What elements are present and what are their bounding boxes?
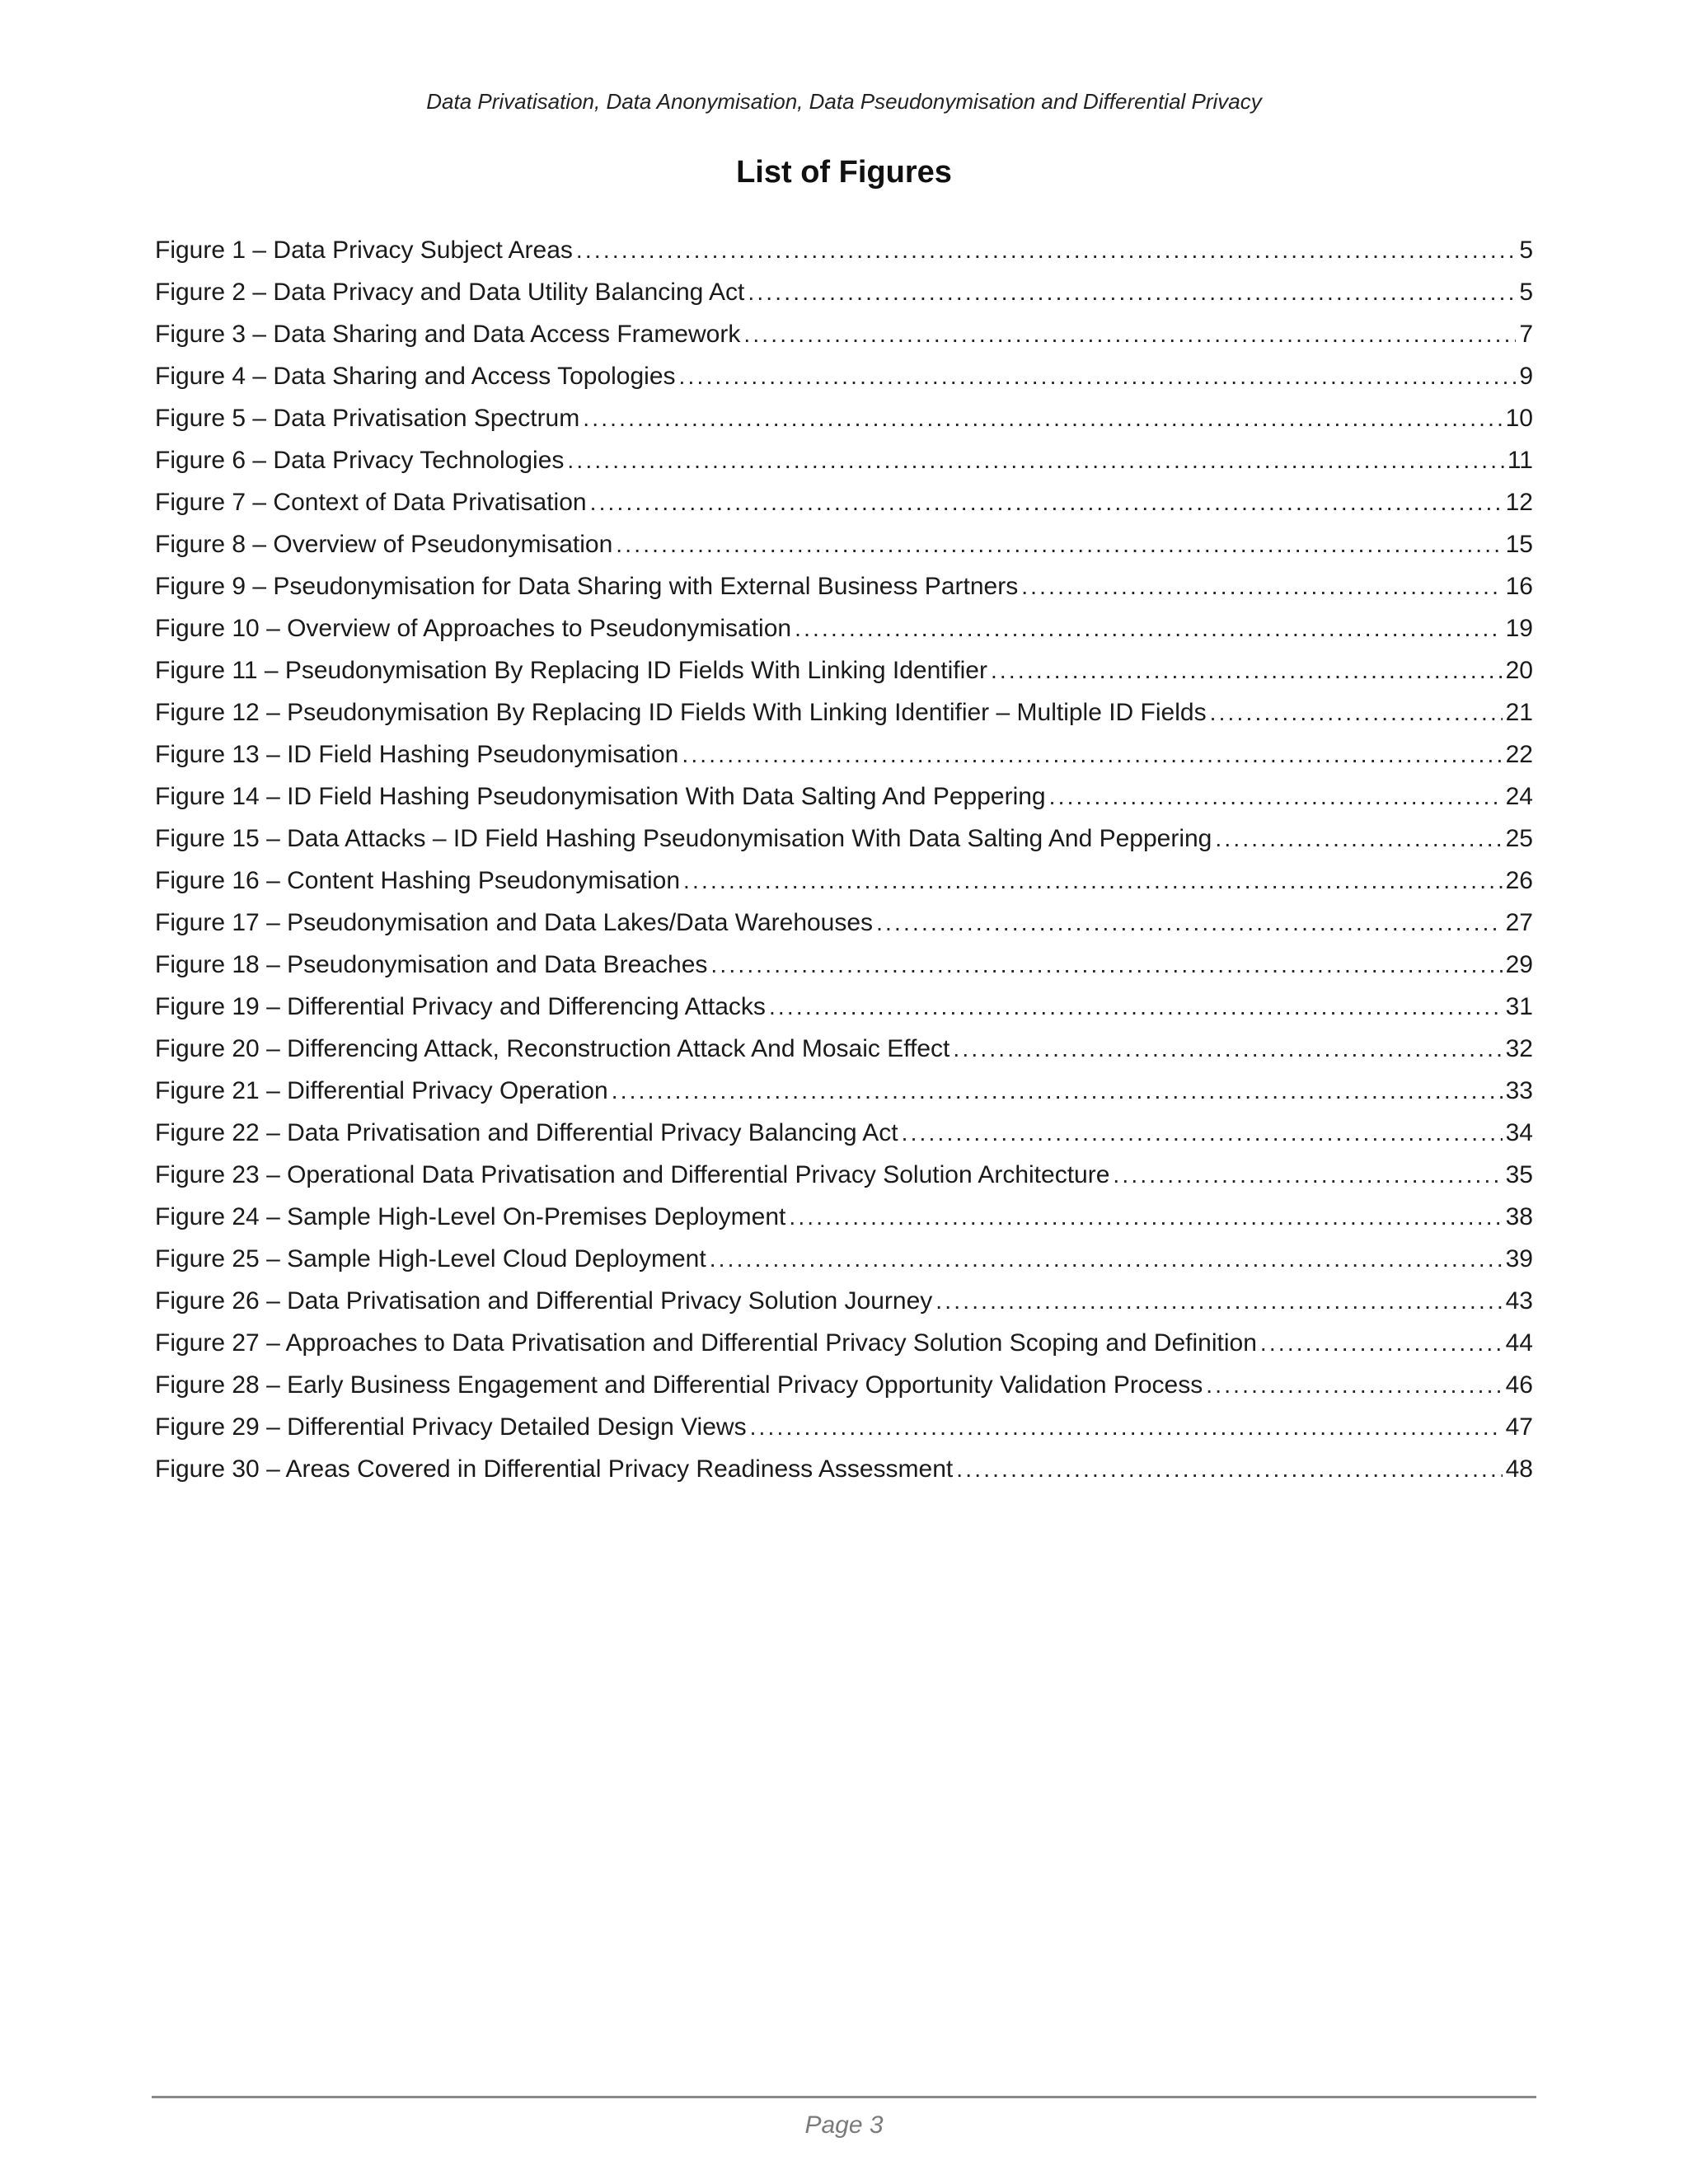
toc-entry-label: Figure 18 – Pseudonymisation and Data Breaches	[155, 951, 708, 978]
toc-entry-label: Figure 30 – Areas Covered in Differential Privacy Readiness Assessment	[155, 1455, 954, 1483]
toc-entry-label: Figure 22 – Data Privatisation and Differential Privacy Balancing Act	[155, 1119, 898, 1146]
toc-entry-page: 31	[1505, 993, 1533, 1020]
toc-entry-page: 21	[1505, 699, 1533, 726]
toc-entry[interactable]	[155, 397, 1533, 439]
toc-entry-page: 20	[1505, 657, 1533, 684]
footer-divider	[152, 2096, 1536, 2098]
toc-entry-label: Figure 20 – Differencing Attack, Reconstruction Attack And Mosaic Effect	[155, 1035, 950, 1062]
toc-dot-leader	[795, 607, 1503, 649]
toc-entry-page: 22	[1505, 741, 1533, 768]
toc-dot-leader	[1049, 776, 1503, 818]
toc-entry[interactable]	[155, 1322, 1533, 1364]
toc-entry[interactable]	[155, 649, 1533, 691]
toc-entry-page: 29	[1505, 951, 1533, 978]
page-title: List of Figures	[736, 155, 952, 190]
toc-entry-page: 46	[1505, 1371, 1533, 1399]
toc-dot-leader	[902, 1112, 1503, 1154]
toc-entry[interactable]	[155, 1028, 1533, 1070]
toc-dot-leader	[935, 1280, 1502, 1322]
toc-entry-label: Figure 6 – Data Privacy Technologies	[155, 447, 565, 474]
toc-entry[interactable]	[155, 776, 1533, 818]
toc-dot-leader	[1210, 691, 1503, 733]
toc-entry-page: 5	[1519, 237, 1533, 264]
toc-dot-leader	[750, 1406, 1503, 1448]
toc-dot-leader	[710, 1238, 1503, 1280]
running-header: Data Privatisation, Data Anonymisation, Data Pseudonymisation and Differential Privacy	[426, 89, 1262, 114]
toc-entry[interactable]	[155, 313, 1533, 355]
toc-dot-leader	[710, 944, 1502, 986]
toc-entry-page: 26	[1505, 867, 1533, 894]
toc-entry-page: 7	[1519, 321, 1533, 348]
toc-dot-leader	[1260, 1322, 1503, 1364]
toc-entry-label: Figure 1 – Data Privacy Subject Areas	[155, 237, 573, 264]
page-number: Page 3	[804, 2111, 884, 2139]
toc-dot-leader	[683, 860, 1503, 902]
toc-entry-page: 35	[1505, 1161, 1533, 1188]
toc-dot-leader	[567, 439, 1503, 481]
toc-entry-label: Figure 10 – Overview of Approaches to Pseudonymisation	[155, 615, 792, 642]
toc-entry-label: Figure 11 – Pseudonymisation By Replacing ID Fields With Linking Identifier	[155, 657, 987, 684]
toc-entry-page: 34	[1505, 1119, 1533, 1146]
toc-entry-label: Figure 8 – Overview of Pseudonymisation	[155, 531, 613, 558]
toc-dot-leader	[953, 1028, 1502, 1070]
toc-dot-leader	[583, 397, 1502, 439]
toc-entry-page: 27	[1505, 909, 1533, 936]
toc-entry-page: 33	[1505, 1077, 1533, 1104]
toc-entry[interactable]	[155, 271, 1533, 313]
toc-entry[interactable]	[155, 986, 1533, 1028]
toc-dot-leader	[1206, 1364, 1502, 1406]
toc-dot-leader	[590, 481, 1503, 523]
toc-entry[interactable]	[155, 523, 1533, 565]
toc-dot-leader	[682, 733, 1502, 776]
toc-entry-label: Figure 23 – Operational Data Privatisation and Differential Privacy Solution Architecture	[155, 1161, 1110, 1188]
toc-dot-leader	[616, 523, 1502, 565]
toc-dot-leader	[991, 649, 1503, 691]
toc-entry[interactable]	[155, 607, 1533, 649]
toc-entry[interactable]	[155, 355, 1533, 397]
toc-entry-page: 43	[1505, 1287, 1533, 1315]
toc-entry[interactable]	[155, 481, 1533, 523]
toc-entry-page: 39	[1505, 1245, 1533, 1272]
list-of-figures	[155, 229, 1533, 1490]
toc-entry-label: Figure 24 – Sample High-Level On-Premises Deployment	[155, 1203, 786, 1230]
toc-entry-label: Figure 29 – Differential Privacy Detailed Design Views	[155, 1413, 747, 1441]
toc-entry-page: 19	[1505, 615, 1533, 642]
toc-entry-page: 44	[1505, 1329, 1533, 1357]
toc-dot-leader	[576, 229, 1516, 271]
toc-entry[interactable]	[155, 818, 1533, 860]
toc-entry-label: Figure 12 – Pseudonymisation By Replacing ID Fields With Linking Identifier – Multiple ID Fields	[155, 699, 1207, 726]
toc-dot-leader	[748, 271, 1516, 313]
toc-entry[interactable]	[155, 1070, 1533, 1112]
toc-entry-label: Figure 15 – Data Attacks – ID Field Hashing Pseudonymisation With Data Salting And Peppering	[155, 825, 1212, 852]
toc-entry-page: 25	[1505, 825, 1533, 852]
toc-entry[interactable]	[155, 439, 1533, 481]
toc-dot-leader	[1215, 818, 1502, 860]
toc-entry-label: Figure 28 – Early Business Engagement and Differential Privacy Opportunity Validation Process	[155, 1371, 1203, 1399]
toc-entry[interactable]	[155, 1280, 1533, 1322]
toc-dot-leader	[1113, 1154, 1502, 1196]
toc-entry-page: 32	[1505, 1035, 1533, 1062]
toc-entry[interactable]	[155, 733, 1533, 776]
toc-entry-page: 16	[1505, 573, 1533, 600]
toc-entry[interactable]	[155, 565, 1533, 607]
toc-entry-label: Figure 25 – Sample High-Level Cloud Deployment	[155, 1245, 706, 1272]
toc-entry-label: Figure 3 – Data Sharing and Data Access Framework	[155, 321, 741, 348]
toc-entry[interactable]	[155, 1448, 1533, 1490]
toc-entry[interactable]	[155, 860, 1533, 902]
toc-entry-page: 24	[1505, 783, 1533, 810]
toc-entry-page: 9	[1519, 363, 1533, 390]
toc-entry-page: 11	[1507, 447, 1533, 474]
toc-entry-page: 47	[1505, 1413, 1533, 1441]
toc-entry-label: Figure 5 – Data Privatisation Spectrum	[155, 405, 580, 432]
toc-entry-label: Figure 9 – Pseudonymisation for Data Sharing with External Business Partners	[155, 573, 1019, 600]
toc-entry-page: 12	[1505, 489, 1533, 516]
toc-entry-label: Figure 2 – Data Privacy and Data Utility Balancing Act	[155, 279, 745, 306]
toc-entry-page: 15	[1505, 531, 1533, 558]
toc-entry-label: Figure 21 – Differential Privacy Operation	[155, 1077, 608, 1104]
toc-entry-page: 10	[1505, 405, 1533, 432]
toc-entry[interactable]	[155, 1364, 1533, 1406]
toc-entry[interactable]	[155, 1112, 1533, 1154]
toc-dot-leader	[743, 313, 1516, 355]
toc-entry[interactable]	[155, 1406, 1533, 1448]
toc-entry[interactable]	[155, 691, 1533, 733]
toc-entry-label: Figure 7 – Context of Data Privatisation	[155, 489, 587, 516]
toc-entry-label: Figure 17 – Pseudonymisation and Data Lakes/Data Warehouses	[155, 909, 874, 936]
toc-entry-label: Figure 26 – Data Privatisation and Differential Privacy Solution Journey	[155, 1287, 933, 1315]
toc-entry-page: 5	[1519, 279, 1533, 306]
toc-dot-leader	[612, 1070, 1503, 1112]
toc-entry[interactable]	[155, 229, 1533, 271]
toc-entry[interactable]	[155, 1238, 1533, 1280]
toc-entry-label: Figure 16 – Content Hashing Pseudonymisation	[155, 867, 681, 894]
toc-entry-label: Figure 27 – Approaches to Data Privatisation and Differential Privacy Solution Scoping and Definition	[155, 1329, 1257, 1357]
toc-entry[interactable]	[155, 944, 1533, 986]
toc-entry-label: Figure 14 – ID Field Hashing Pseudonymisation With Data Salting And Peppering	[155, 783, 1046, 810]
toc-entry[interactable]	[155, 902, 1533, 944]
toc-dot-leader	[769, 986, 1503, 1028]
toc-entry-label: Figure 19 – Differential Privacy and Differencing Attacks	[155, 993, 766, 1020]
toc-dot-leader	[789, 1196, 1502, 1238]
toc-dot-leader	[956, 1448, 1502, 1490]
toc-dot-leader	[876, 902, 1503, 944]
toc-entry[interactable]	[155, 1196, 1533, 1238]
toc-dot-leader	[1021, 565, 1502, 607]
toc-entry-page: 38	[1505, 1203, 1533, 1230]
toc-dot-leader	[679, 355, 1517, 397]
toc-entry[interactable]	[155, 1154, 1533, 1196]
toc-entry-label: Figure 13 – ID Field Hashing Pseudonymisation	[155, 741, 679, 768]
toc-entry-label: Figure 4 – Data Sharing and Access Topologies	[155, 363, 676, 390]
toc-entry-page: 48	[1505, 1455, 1533, 1483]
